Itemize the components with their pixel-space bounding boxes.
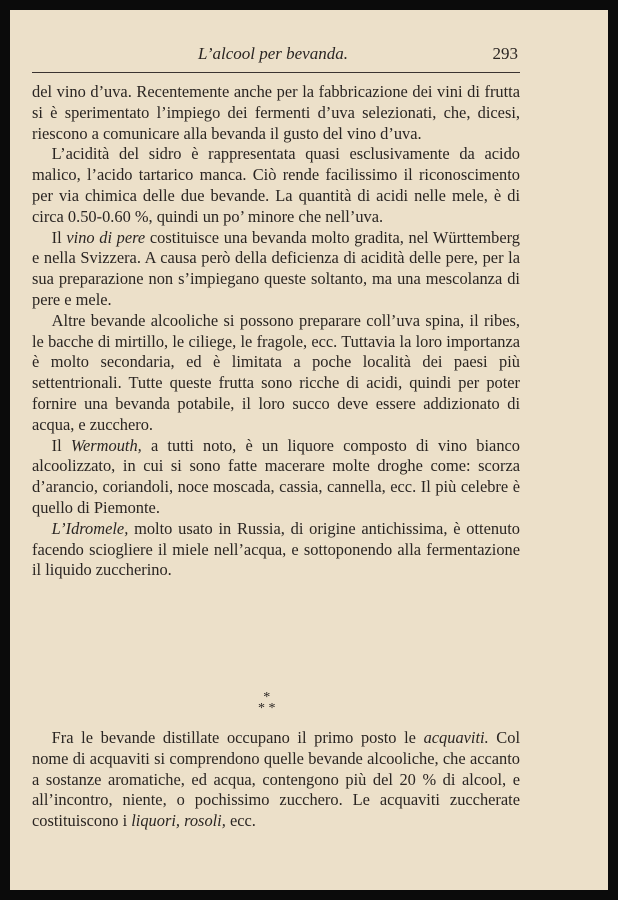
term-idromele: L’Idromele, bbox=[51, 518, 129, 538]
paragraph-3-lead: Il bbox=[51, 227, 67, 247]
paragraph-6 bbox=[32, 519, 520, 581]
paragraph-3 bbox=[32, 228, 520, 311]
term-acquaviti: acquaviti. bbox=[423, 728, 489, 747]
paragraph-5-rest: a tutti noto, è un liquore composto di vino bianco alcoolizzato, in cui si sono fatte macerare molte droghe come: scorza d’arancio, coriandoli, noce moscada, cassia, cannella, ecc. Il più celebre è quello di Piemonte. bbox=[32, 435, 520, 517]
paragraph-1: del vino d’uva. Recentemente anche per la fabbricazione dei vini di frutta si è sperimentato l’impiego dei fermenti d’uva selezionati, che, dicesi, riescono a comunicare alla bevanda il gusto del vino d’uva. bbox=[32, 82, 520, 143]
paragraph-7-mid: Col nome di acquaviti si comprendono quelle bevande alcooliche, che accanto a sostanze aromatiche, ed acqua, contengono più del 20 % di alcool, e all’incontro, niente, o pochissimo zucchero. Le acquaviti zuccherate costituiscono i bbox=[32, 728, 520, 831]
paragraph-5-lead: Il bbox=[51, 435, 71, 455]
term-vino-di-pere: vino di pere bbox=[66, 227, 146, 247]
page-number: 293 bbox=[492, 44, 518, 63]
asterism-separator bbox=[258, 692, 276, 714]
running-title: L’alcool per bevanda. bbox=[198, 44, 348, 63]
asterism: * * * bbox=[258, 690, 276, 716]
term-liquori: liquori, bbox=[131, 811, 180, 831]
term-wermouth: Wermouth, bbox=[70, 435, 142, 455]
header-rule bbox=[32, 72, 520, 73]
page-header bbox=[40, 44, 518, 68]
term-rosoli: rosoli, bbox=[184, 811, 226, 831]
paragraph-7-end: ecc. bbox=[225, 811, 256, 831]
paragraph-5 bbox=[32, 436, 520, 519]
body-text-second-section bbox=[32, 728, 520, 832]
paragraph-7 bbox=[32, 728, 520, 832]
body-text bbox=[32, 82, 520, 581]
book-page bbox=[10, 10, 608, 890]
paragraph-2: L’acidità del sidro è rappresentata quasi esclusivamente da acido malico, l’acido tartarico manca. Ciò rende facilissimo il riconoscimento per via chimica delle due bevande. La quantità di acidi nelle mele, è di circa 0.50-0.60 %, quindi un po’ minore che nell’uva. bbox=[32, 144, 520, 226]
paragraph-4: Altre bevande alcooliche si possono preparare coll’uva spina, il ribes, le bacche di mirtillo, le ciliege, le fragole, ecc. Tuttavia la loro importanza è molto secondaria, ed è limitata a poche località dei paesi più settentrionali. Tutte queste frutta sono ricche di acidi, quindi per poter fornire una bevanda potabile, il loro succo deve essere addizionato di acqua, e zucchero. bbox=[32, 310, 520, 434]
paragraph-7-lead: Fra le bevande distillate occupano il primo posto le bbox=[51, 728, 424, 747]
paragraph-6-rest: molto usato in Russia, di origine antichissima, è ottenuto facendo sciogliere il miele nell’acqua, e sottoponendo alla fermentazione il liquido zuccherino. bbox=[32, 518, 520, 580]
paragraph-3-rest: costituisce una bevanda molto gradita, nel Württemberg e nella Svizzera. A causa però della deficienza di acidità delle pere, per la sua preparazione non s’impiegano queste soltanto, ma una mescolanza di pere e mele. bbox=[32, 227, 520, 309]
